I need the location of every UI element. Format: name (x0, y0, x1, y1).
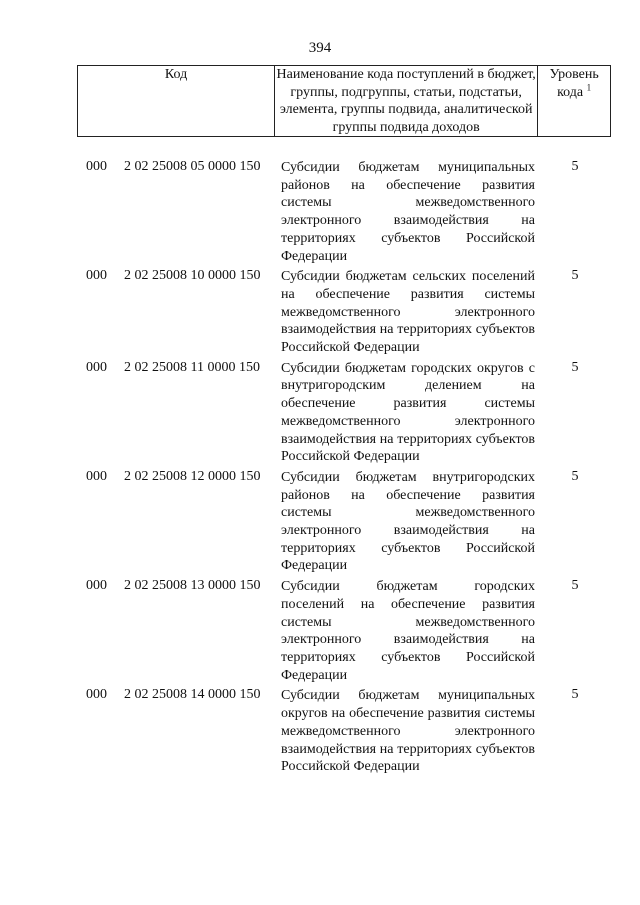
admin-code: 000 (86, 159, 107, 174)
income-name: Субсидии бюджетам муниципальных округов на обеспечение развития системы межведомственного электронного взаимодействия на территориях субъектов Российской Федерации (281, 688, 535, 775)
income-name: Субсидии бюджетам сельских поселений на обеспечение развития системы межведомственного электронного взаимодействия на территориях субъектов Российской Федерации (281, 269, 535, 356)
income-code: 2 02 25008 14 0000 150 (124, 687, 261, 703)
table-row (0, 469, 640, 575)
header-name (275, 66, 538, 137)
header-code-label: Код (164, 67, 188, 82)
code-level: 5 (571, 359, 579, 375)
income-code: 2 02 25008 05 0000 150 (124, 159, 261, 174)
code-level: 5 (571, 687, 579, 703)
admin-code: 000 (86, 359, 107, 375)
page-number: 394 (308, 40, 332, 56)
income-name: Субсидии бюджетам внутригородских районов на обеспечение развития системы межведомственного электронного взаимодействия на территориях субъектов Российской Федерации (281, 469, 535, 574)
header-level (538, 66, 611, 137)
admin-code: 000 (86, 578, 107, 594)
table-row (0, 159, 640, 265)
admin-code: 000 (86, 687, 107, 703)
income-code: 2 02 25008 13 0000 150 (124, 578, 261, 594)
income-code: 2 02 25008 10 0000 150 (124, 268, 261, 284)
income-name: Субсидии бюджетам городских округов с внутригородским делением на обеспечение развития системы межведомственного электронного взаимодействия на территориях субъектов Российской Федерации (281, 360, 535, 465)
table-row (0, 360, 640, 466)
income-code: 2 02 25008 11 0000 150 (124, 359, 260, 375)
header-name-label: Наименование кода поступлений в бюджет, группы, подгруппы, статьи, подстатьи, элемента, группы подвида, аналитической группы подвида доходов (276, 67, 536, 135)
admin-code: 000 (86, 268, 107, 284)
table-header (77, 65, 611, 137)
table-row (0, 687, 640, 776)
admin-code: 000 (86, 468, 107, 484)
code-level: 5 (571, 159, 579, 174)
table-row (0, 268, 640, 357)
header-code (78, 66, 275, 137)
income-name: Субсидии бюджетам муниципальных районов на обеспечение развития системы межведомственного электронного взаимодействия на территориях субъектов Российской Федерации (281, 160, 535, 264)
income-name: Субсидии бюджетам городских поселений на обеспечение развития системы межведомственного электронного взаимодействия на территориях субъектов Российской Федерации (281, 579, 535, 683)
code-level: 5 (571, 468, 579, 484)
code-level: 5 (571, 268, 579, 284)
footnote-marker: 1 (586, 81, 592, 92)
code-level: 5 (571, 578, 579, 594)
header-level-label: Уровень кода (549, 67, 599, 100)
income-code: 2 02 25008 12 0000 150 (124, 468, 261, 484)
table-body (0, 159, 640, 776)
table-row (0, 578, 640, 684)
